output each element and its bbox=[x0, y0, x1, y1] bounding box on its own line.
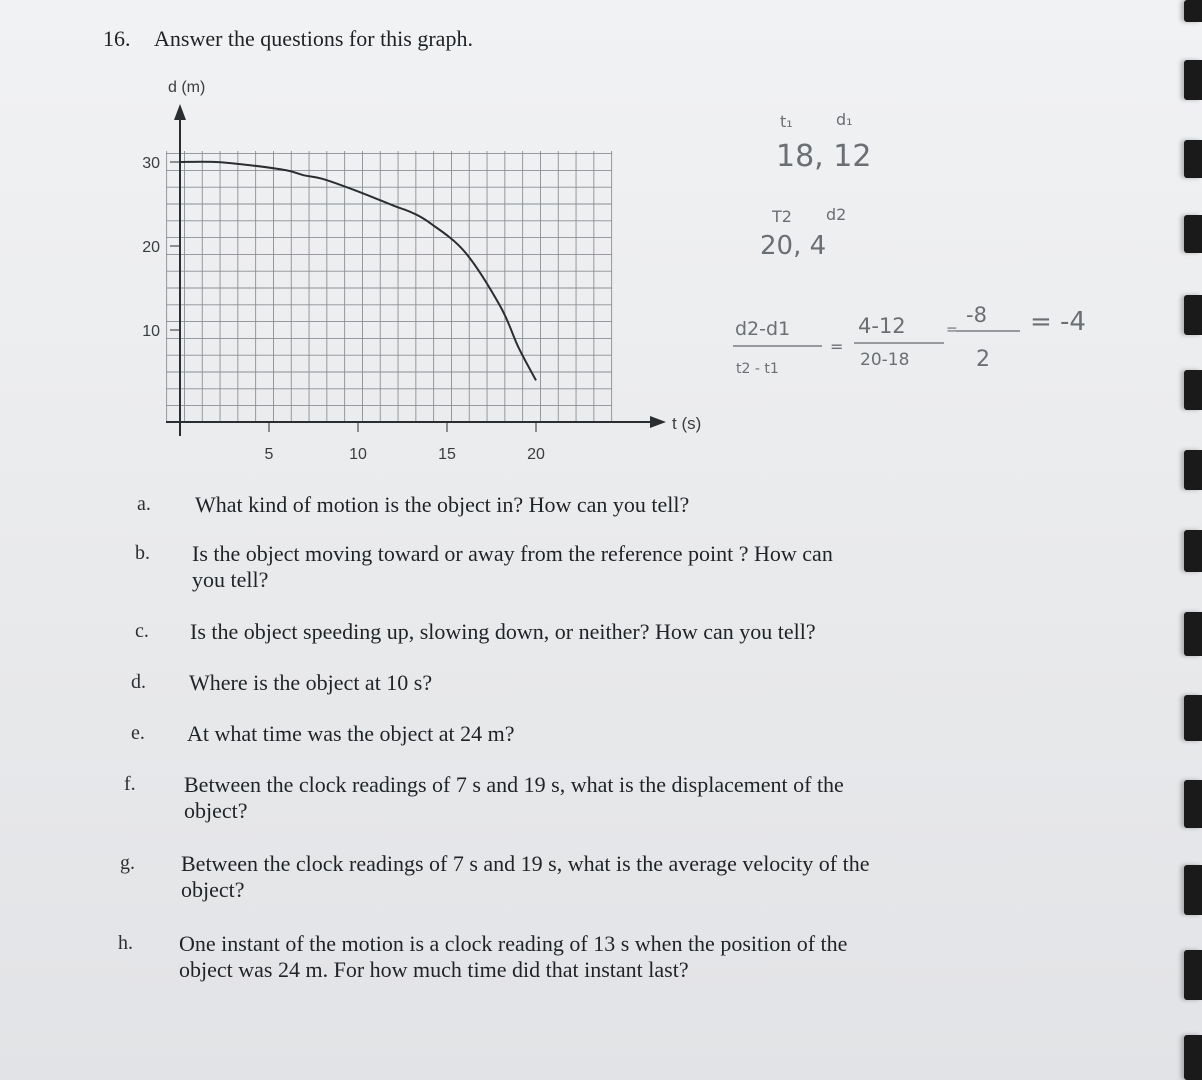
note-d2-header: d2 bbox=[826, 205, 847, 224]
part-letter: h. bbox=[118, 932, 133, 954]
binder-ring bbox=[1184, 695, 1202, 741]
binder-ring bbox=[1184, 865, 1202, 915]
binder-ring bbox=[1184, 60, 1202, 100]
svg-text:=: = bbox=[946, 322, 958, 338]
part-letter: f. bbox=[124, 773, 136, 795]
part-question-line: Between the clock readings of 7 s and 19 s, what is the displacement of the bbox=[184, 772, 844, 797]
binder-ring bbox=[1184, 295, 1202, 335]
part-question-text bbox=[179, 931, 847, 983]
part-question-line: object was 24 m. For how much time did that instant last? bbox=[179, 957, 689, 982]
y-tick-label: 10 bbox=[142, 323, 160, 340]
binder-ring bbox=[1184, 0, 1202, 22]
question-number: 16. bbox=[103, 26, 131, 51]
binder-ring bbox=[1184, 780, 1202, 828]
y-tick-label: 20 bbox=[142, 239, 160, 256]
part-question-text bbox=[184, 772, 844, 824]
part-question-text bbox=[189, 670, 432, 696]
x-tick-label: 5 bbox=[264, 446, 274, 463]
y-tick-label: 30 bbox=[142, 155, 160, 172]
note-fraction1-denominator: 20-18 bbox=[860, 350, 910, 370]
note-fraction2-denominator: 2 bbox=[976, 347, 990, 372]
binder-ring bbox=[1184, 612, 1202, 656]
y-axis-label: d (m) bbox=[168, 79, 206, 96]
note-slope-denominator: t2 - t1 bbox=[736, 361, 779, 377]
part-letter: g. bbox=[120, 852, 135, 874]
question-prompt: Answer the questions for this graph. bbox=[154, 26, 473, 51]
note-point1: 18, 12 bbox=[776, 139, 872, 174]
part-question-line: At what time was the object at 24 m? bbox=[187, 721, 515, 746]
binder-ring bbox=[1184, 140, 1202, 178]
binder-ring bbox=[1184, 450, 1202, 490]
note-fraction2-numerator: -8 bbox=[966, 303, 987, 327]
binder-ring bbox=[1184, 950, 1202, 1000]
note-fraction1-numerator: 4-12 bbox=[858, 314, 906, 338]
part-question-text bbox=[181, 851, 870, 903]
part-question-text bbox=[195, 492, 689, 518]
part-question-text bbox=[192, 541, 833, 593]
part-letter: e. bbox=[131, 722, 145, 744]
part-question-text bbox=[190, 619, 816, 645]
note-t1-header: t₁ bbox=[780, 112, 793, 131]
x-tick-label: 20 bbox=[527, 446, 545, 463]
x-axis-label: t (s) bbox=[672, 414, 702, 433]
note-t2-header: T2 bbox=[772, 207, 792, 226]
part-letter: a. bbox=[137, 493, 151, 515]
note-result: = -4 bbox=[1030, 307, 1086, 337]
note-point2: 20, 4 bbox=[760, 231, 827, 261]
binder-ring bbox=[1184, 530, 1202, 572]
handwritten-notes bbox=[0, 0, 1202, 420]
binder-ring bbox=[1184, 215, 1202, 253]
part-letter: d. bbox=[131, 671, 146, 693]
part-question-line: Is the object speeding up, slowing down, or neither? How can you tell? bbox=[190, 619, 816, 644]
part-question-line: object? bbox=[181, 877, 245, 902]
part-question-line: Between the clock readings of 7 s and 19 s, what is the average velocity of the bbox=[181, 851, 870, 876]
note-slope-numerator: d2-d1 bbox=[735, 318, 791, 340]
binder-ring bbox=[1184, 1035, 1202, 1080]
part-question-line: One instant of the motion is a clock reading of 13 s when the position of the bbox=[179, 931, 848, 956]
binder-ring bbox=[1184, 370, 1202, 410]
x-tick-label: 10 bbox=[349, 446, 367, 463]
part-question-text bbox=[187, 721, 514, 747]
part-question-line: What kind of motion is the object in? How can you tell? bbox=[195, 492, 690, 517]
part-question-line: Is the object moving toward or away from the reference point ? How can bbox=[192, 541, 833, 566]
part-letter: c. bbox=[135, 620, 149, 642]
x-tick-label: 15 bbox=[438, 446, 456, 463]
svg-text:=: = bbox=[830, 337, 844, 356]
part-letter: b. bbox=[135, 542, 150, 564]
part-question-line: Where is the object at 10 s? bbox=[189, 670, 433, 695]
note-d1-header: d₁ bbox=[836, 110, 853, 129]
part-question-line: you tell? bbox=[192, 567, 269, 592]
part-question-line: object? bbox=[184, 798, 248, 823]
